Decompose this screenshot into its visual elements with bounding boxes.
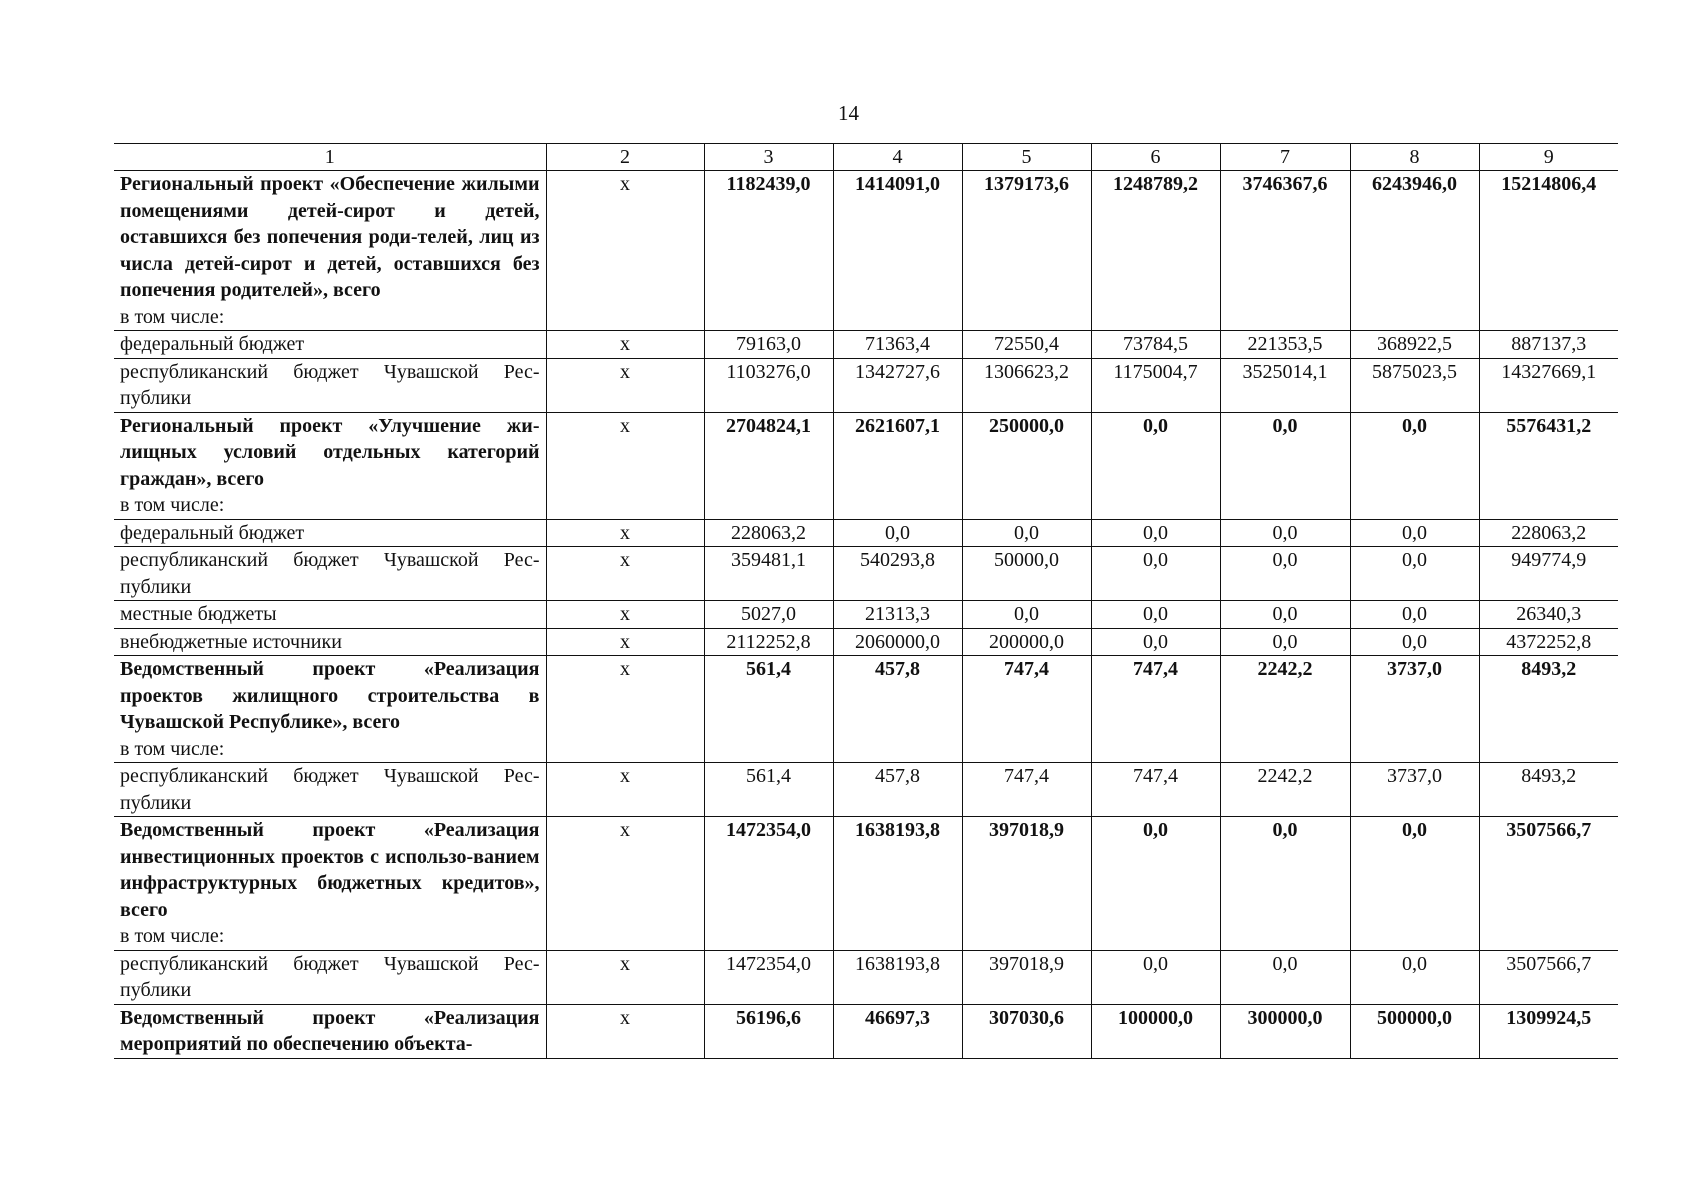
unit-cell: х — [546, 547, 704, 601]
value-cell: 0,0 — [1220, 519, 1350, 547]
value-cell: 1638193,8 — [833, 950, 962, 1004]
value-cell: 14327669,1 — [1479, 358, 1618, 412]
value-cell: 3746367,6 — [1220, 171, 1350, 331]
column-header: 8 — [1350, 144, 1479, 171]
value-cell: 0,0 — [1091, 817, 1220, 951]
row-note: в том числе: — [120, 305, 225, 328]
value-cell: 747,4 — [962, 763, 1091, 817]
value-cell: 359481,1 — [704, 547, 833, 601]
value-cell: 3507566,7 — [1479, 817, 1618, 951]
table-row-section — [114, 1004, 1618, 1058]
table-row — [114, 547, 1618, 601]
value-cell: 2060000,0 — [833, 628, 962, 656]
value-cell: 457,8 — [833, 656, 962, 763]
value-cell: 0,0 — [1350, 628, 1479, 656]
row-title: республиканский бюджет Чувашской Рес-публики — [114, 358, 546, 412]
unit-cell: х — [546, 412, 704, 519]
table-row-section — [114, 656, 1618, 763]
value-cell: 250000,0 — [962, 412, 1091, 519]
budget-table — [114, 143, 1618, 1059]
table-row — [114, 519, 1618, 547]
value-cell: 0,0 — [962, 519, 1091, 547]
value-cell: 79163,0 — [704, 331, 833, 359]
value-cell: 3737,0 — [1350, 763, 1479, 817]
value-cell: 0,0 — [1350, 519, 1479, 547]
value-cell: 0,0 — [1220, 601, 1350, 629]
table-row — [114, 950, 1618, 1004]
value-cell: 73784,5 — [1091, 331, 1220, 359]
value-cell: 0,0 — [1220, 412, 1350, 519]
value-cell: 500000,0 — [1350, 1004, 1479, 1058]
row-title-cell — [114, 412, 546, 519]
value-cell: 561,4 — [704, 656, 833, 763]
value-cell: 200000,0 — [962, 628, 1091, 656]
value-cell: 300000,0 — [1220, 1004, 1350, 1058]
value-cell: 368922,5 — [1350, 331, 1479, 359]
value-cell: 1309924,5 — [1479, 1004, 1618, 1058]
value-cell: 0,0 — [833, 519, 962, 547]
row-title: федеральный бюджет — [114, 331, 546, 359]
value-cell: 1342727,6 — [833, 358, 962, 412]
value-cell: 307030,6 — [962, 1004, 1091, 1058]
table-row-section — [114, 171, 1618, 331]
value-cell: 5576431,2 — [1479, 412, 1618, 519]
value-cell: 887137,3 — [1479, 331, 1618, 359]
unit-cell: х — [546, 519, 704, 547]
row-title: республиканский бюджет Чувашской Рес-публики — [114, 547, 546, 601]
value-cell: 50000,0 — [962, 547, 1091, 601]
row-title: федеральный бюджет — [114, 519, 546, 547]
value-cell: 1248789,2 — [1091, 171, 1220, 331]
value-cell: 0,0 — [1350, 412, 1479, 519]
unit-cell: х — [546, 1004, 704, 1058]
value-cell: 72550,4 — [962, 331, 1091, 359]
value-cell: 0,0 — [1350, 547, 1479, 601]
value-cell: 1306623,2 — [962, 358, 1091, 412]
table-row — [114, 628, 1618, 656]
value-cell: 2242,2 — [1220, 656, 1350, 763]
value-cell: 0,0 — [1091, 412, 1220, 519]
value-cell: 46697,3 — [833, 1004, 962, 1058]
table-row — [114, 763, 1618, 817]
value-cell: 397018,9 — [962, 817, 1091, 951]
value-cell: 15214806,4 — [1479, 171, 1618, 331]
value-cell: 1175004,7 — [1091, 358, 1220, 412]
value-cell: 1472354,0 — [704, 950, 833, 1004]
unit-cell: х — [546, 950, 704, 1004]
value-cell: 3737,0 — [1350, 656, 1479, 763]
unit-cell: х — [546, 358, 704, 412]
value-cell: 3525014,1 — [1220, 358, 1350, 412]
value-cell: 2112252,8 — [704, 628, 833, 656]
value-cell: 0,0 — [1220, 950, 1350, 1004]
value-cell: 0,0 — [1220, 817, 1350, 951]
value-cell: 0,0 — [962, 601, 1091, 629]
value-cell: 4372252,8 — [1479, 628, 1618, 656]
table-row — [114, 331, 1618, 359]
row-title: местные бюджеты — [114, 601, 546, 629]
page-number: 14 — [838, 101, 859, 125]
value-cell: 747,4 — [1091, 656, 1220, 763]
value-cell: 0,0 — [1091, 519, 1220, 547]
value-cell: 457,8 — [833, 763, 962, 817]
unit-cell: х — [546, 817, 704, 951]
row-title: Ведомственный проект «Реализация проектов жилищного строительства в Чувашской Республике», всего — [120, 658, 540, 733]
value-cell: 0,0 — [1091, 950, 1220, 1004]
row-title: Ведомственный проект «Реализация мероприятий по обеспечению объекта- — [120, 1006, 540, 1055]
column-header: 7 — [1220, 144, 1350, 171]
column-header: 9 — [1479, 144, 1618, 171]
value-cell: 0,0 — [1350, 950, 1479, 1004]
value-cell: 3507566,7 — [1479, 950, 1618, 1004]
column-number-row — [114, 144, 1618, 171]
value-cell: 2621607,1 — [833, 412, 962, 519]
value-cell: 0,0 — [1091, 601, 1220, 629]
unit-cell: х — [546, 763, 704, 817]
unit-cell: х — [546, 601, 704, 629]
unit-cell: х — [546, 331, 704, 359]
unit-cell: х — [546, 656, 704, 763]
row-title: Региональный проект «Улучшение жи-лищных условий отдельных категорий граждан», всего — [120, 414, 540, 490]
value-cell: 949774,9 — [1479, 547, 1618, 601]
row-title: республиканский бюджет Чувашской Рес-публики — [114, 763, 546, 817]
table-row-section — [114, 412, 1618, 519]
row-title-cell — [114, 171, 546, 331]
value-cell: 8493,2 — [1479, 763, 1618, 817]
unit-cell: х — [546, 628, 704, 656]
column-header: 5 — [962, 144, 1091, 171]
row-title-cell — [114, 656, 546, 763]
row-note: в том числе: — [120, 925, 225, 947]
value-cell: 1472354,0 — [704, 817, 833, 951]
value-cell: 0,0 — [1091, 628, 1220, 656]
row-title: Региональный проект «Обеспечение жилыми помещениями детей-сирот и детей, оставшихся без попечения роди-телей, лиц из числа детей-сирот и детей, оставшихся без попечения родителей», всего — [120, 173, 540, 301]
value-cell: 1414091,0 — [833, 171, 962, 331]
value-cell: 0,0 — [1350, 817, 1479, 951]
row-title-cell — [114, 817, 546, 951]
row-title: республиканский бюджет Чувашской Рес-публики — [114, 950, 546, 1004]
value-cell: 1638193,8 — [833, 817, 962, 951]
value-cell: 100000,0 — [1091, 1004, 1220, 1058]
value-cell: 8493,2 — [1479, 656, 1618, 763]
row-note: в том числе: — [120, 494, 225, 516]
value-cell: 561,4 — [704, 763, 833, 817]
value-cell: 747,4 — [1091, 763, 1220, 817]
column-header: 3 — [704, 144, 833, 171]
value-cell: 56196,6 — [704, 1004, 833, 1058]
value-cell: 397018,9 — [962, 950, 1091, 1004]
value-cell: 6243946,0 — [1350, 171, 1479, 331]
row-title-cell — [114, 1004, 546, 1058]
value-cell: 2242,2 — [1220, 763, 1350, 817]
value-cell: 0,0 — [1220, 547, 1350, 601]
value-cell: 221353,5 — [1220, 331, 1350, 359]
value-cell: 1103276,0 — [704, 358, 833, 412]
value-cell: 228063,2 — [1479, 519, 1618, 547]
column-header: 4 — [833, 144, 962, 171]
column-header: 2 — [546, 144, 704, 171]
table-row-section — [114, 817, 1618, 951]
value-cell: 0,0 — [1091, 547, 1220, 601]
value-cell: 1379173,6 — [962, 171, 1091, 331]
value-cell: 228063,2 — [704, 519, 833, 547]
table-row — [114, 358, 1618, 412]
value-cell: 2704824,1 — [704, 412, 833, 519]
column-header: 1 — [114, 144, 546, 171]
value-cell: 26340,3 — [1479, 601, 1618, 629]
table-row — [114, 601, 1618, 629]
value-cell: 1182439,0 — [704, 171, 833, 331]
value-cell: 5875023,5 — [1350, 358, 1479, 412]
unit-cell: х — [546, 171, 704, 331]
value-cell: 0,0 — [1220, 628, 1350, 656]
row-title: внебюджетные источники — [114, 628, 546, 656]
value-cell: 0,0 — [1350, 601, 1479, 629]
column-header: 6 — [1091, 144, 1220, 171]
value-cell: 71363,4 — [833, 331, 962, 359]
value-cell: 5027,0 — [704, 601, 833, 629]
value-cell: 21313,3 — [833, 601, 962, 629]
row-title: Ведомственный проект «Реализация инвестиционных проектов с использо-ванием инфраструктурных бюджетных кредитов», всего — [120, 819, 540, 921]
value-cell: 540293,8 — [833, 547, 962, 601]
row-note: в том числе: — [120, 737, 225, 760]
value-cell: 747,4 — [962, 656, 1091, 763]
